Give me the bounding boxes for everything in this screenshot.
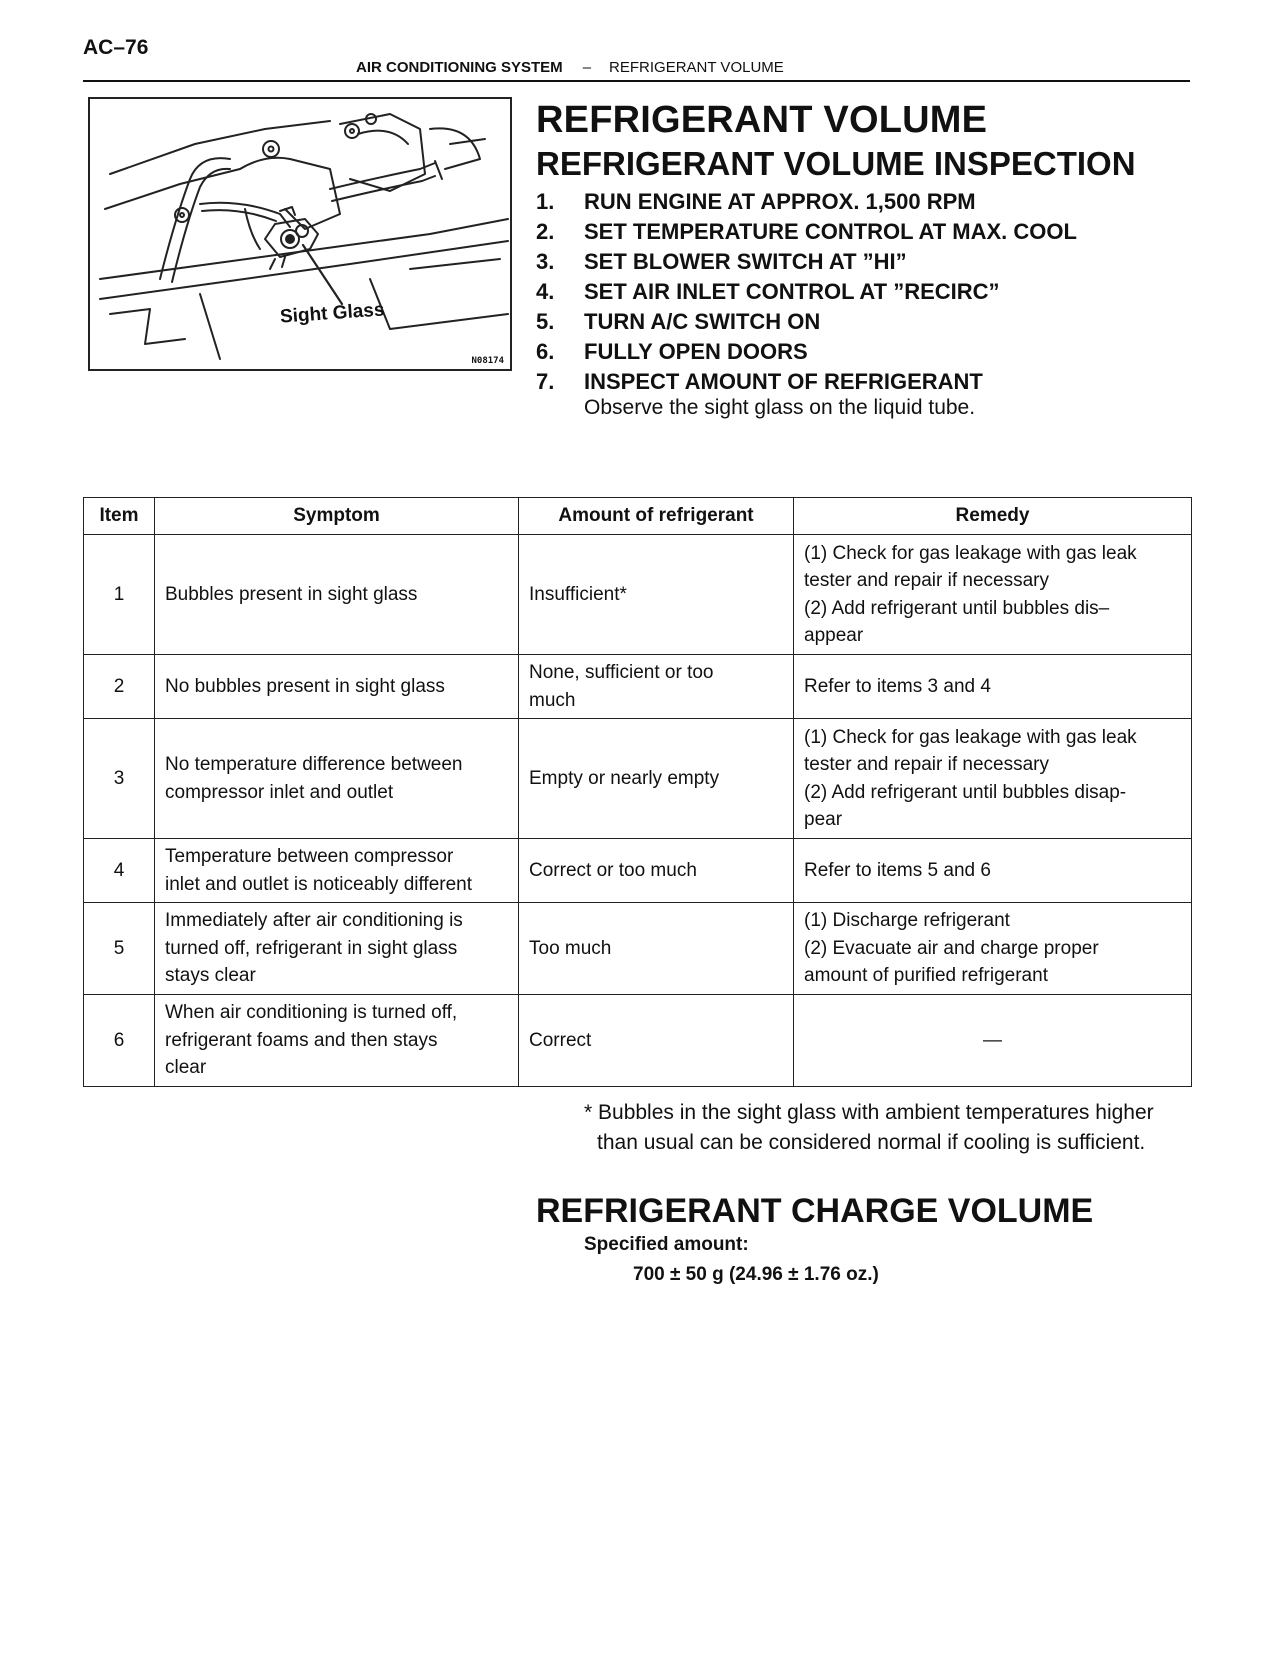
text-line: stays clear bbox=[165, 965, 256, 987]
running-header-topic: REFRIGERANT VOLUME bbox=[609, 59, 784, 76]
text-line: Refer to items 3 and 4 bbox=[804, 675, 991, 697]
text-line: refrigerant foams and then stays bbox=[165, 1029, 438, 1051]
cell-symptom bbox=[155, 839, 519, 903]
text-line: clear bbox=[165, 1057, 207, 1079]
text-line: much bbox=[529, 689, 576, 711]
cell-amount bbox=[519, 995, 794, 1087]
text-line: Empty or nearly empty bbox=[529, 767, 720, 789]
cell-symptom bbox=[155, 655, 519, 719]
cell-item: 3 bbox=[84, 719, 155, 839]
text-line: Refer to items 5 and 6 bbox=[804, 859, 991, 881]
page-title: REFRIGERANT VOLUME bbox=[536, 99, 988, 141]
footnote-line: * Bubbles in the sight glass with ambient temperatures higher bbox=[584, 1101, 1154, 1124]
text-line: When air conditioning is turned off, bbox=[165, 1002, 458, 1024]
step-item bbox=[536, 337, 1077, 367]
cell-remedy bbox=[794, 719, 1192, 839]
step-text: SET AIR INLET CONTROL AT ”RECIRC” bbox=[584, 279, 1000, 304]
cell-symptom bbox=[155, 995, 519, 1087]
header-amount: Amount of refrigerant bbox=[519, 498, 794, 535]
text-line: tester and repair if necessary bbox=[804, 570, 1050, 591]
header-symptom: Symptom bbox=[155, 498, 519, 535]
text-line: Insufficient* bbox=[529, 583, 627, 605]
cell-remedy bbox=[794, 995, 1192, 1087]
header-item: Item bbox=[84, 498, 155, 535]
step-text: INSPECT AMOUNT OF REFRIGERANT bbox=[584, 369, 983, 394]
header-remedy: Remedy bbox=[794, 498, 1192, 535]
cell-amount bbox=[519, 903, 794, 995]
text-line: tester and repair if necessary bbox=[804, 754, 1050, 775]
text-line: Correct bbox=[529, 1029, 592, 1051]
text-line: compressor inlet and outlet bbox=[165, 781, 394, 803]
step-item bbox=[536, 307, 1077, 337]
cell-remedy bbox=[794, 839, 1192, 903]
text-line: (1) Check for gas leakage with gas leak bbox=[804, 542, 1137, 564]
cell-symptom bbox=[155, 903, 519, 995]
cell-item: 4 bbox=[84, 839, 155, 903]
text-line: amount of purified refrigerant bbox=[804, 965, 1048, 987]
step-text: RUN ENGINE AT APPROX. 1,500 RPM bbox=[584, 189, 976, 214]
table-row bbox=[84, 903, 1192, 995]
cell-symptom bbox=[155, 719, 519, 839]
table-header-row bbox=[84, 498, 1192, 535]
text-line: inlet and outlet is noticeably different bbox=[165, 873, 473, 895]
text-line: (2) Add refrigerant until bubbles disap- bbox=[804, 781, 1127, 803]
running-header-separator: – bbox=[582, 59, 592, 76]
text-line: turned off, refrigerant in sight glass bbox=[165, 937, 458, 959]
cell-symptom bbox=[155, 535, 519, 655]
symptom-table-wrap bbox=[83, 497, 1192, 1087]
cell-amount bbox=[519, 655, 794, 719]
cell-item: 6 bbox=[84, 995, 155, 1087]
cell-amount bbox=[519, 719, 794, 839]
cell-remedy bbox=[794, 903, 1192, 995]
step-text: TURN A/C SWITCH ON bbox=[584, 309, 821, 334]
cell-item: 1 bbox=[84, 535, 155, 655]
step-number: 5. bbox=[536, 309, 555, 334]
step-item bbox=[536, 187, 1077, 217]
step-number: 3. bbox=[536, 249, 555, 274]
cell-amount bbox=[519, 839, 794, 903]
step-item bbox=[536, 277, 1077, 307]
running-header bbox=[356, 59, 784, 76]
figure-code: N08174 bbox=[471, 356, 504, 366]
text-line: (1) Check for gas leakage with gas leak bbox=[804, 726, 1137, 748]
text-line: Too much bbox=[529, 937, 612, 959]
text-line: — bbox=[983, 1029, 1002, 1051]
spec-label: Specified amount: bbox=[584, 1234, 749, 1255]
sight-glass-figure bbox=[88, 97, 512, 371]
step-number: 4. bbox=[536, 279, 555, 304]
text-line: appear bbox=[804, 625, 864, 646]
step-note: Observe the sight glass on the liquid tube. bbox=[584, 396, 976, 419]
step-number: 1. bbox=[536, 189, 555, 214]
engine-bay-illustration bbox=[90, 99, 510, 369]
text-line: Immediately after air conditioning is bbox=[165, 910, 463, 932]
spec-value: 700 ± 50 g (24.96 ± 1.76 oz.) bbox=[633, 1264, 879, 1285]
footnote-line: than usual can be considered normal if cooling is sufficient. bbox=[597, 1131, 1146, 1154]
text-line: No temperature difference between bbox=[165, 754, 463, 775]
header-rule bbox=[83, 80, 1190, 82]
step-text: SET TEMPERATURE CONTROL AT MAX. COOL bbox=[584, 219, 1077, 244]
text-line: None, sufficient or too bbox=[529, 662, 714, 683]
table-row bbox=[84, 719, 1192, 839]
text-line: (1) Discharge refrigerant bbox=[804, 910, 1010, 932]
step-number: 2. bbox=[536, 219, 555, 244]
symptom-table bbox=[83, 497, 1192, 1087]
cell-item: 5 bbox=[84, 903, 155, 995]
step-item bbox=[536, 217, 1077, 247]
table-row bbox=[84, 655, 1192, 719]
table-row bbox=[84, 535, 1192, 655]
figure-callout-label: Sight Glass bbox=[279, 299, 386, 328]
charge-volume-title: REFRIGERANT CHARGE VOLUME bbox=[536, 1192, 1094, 1230]
cell-amount bbox=[519, 535, 794, 655]
step-text: FULLY OPEN DOORS bbox=[584, 339, 808, 364]
text-line: pear bbox=[804, 809, 843, 830]
step-item bbox=[536, 247, 1077, 277]
text-line: No bubbles present in sight glass bbox=[165, 675, 445, 697]
section-subtitle: REFRIGERANT VOLUME INSPECTION bbox=[536, 145, 1136, 182]
inspection-steps bbox=[536, 187, 1077, 397]
text-line: Temperature between compressor bbox=[165, 846, 454, 867]
step-text: SET BLOWER SWITCH AT ”HI” bbox=[584, 249, 907, 274]
text-line: Bubbles present in sight glass bbox=[165, 583, 418, 605]
table-row bbox=[84, 995, 1192, 1087]
running-header-section: AIR CONDITIONING SYSTEM bbox=[356, 59, 563, 76]
table-row bbox=[84, 839, 1192, 903]
text-line: (2) Evacuate air and charge proper bbox=[804, 937, 1099, 959]
step-item bbox=[536, 367, 1077, 397]
text-line: (2) Add refrigerant until bubbles dis– bbox=[804, 597, 1110, 619]
table-footnote bbox=[584, 1098, 1154, 1158]
text-line: Correct or too much bbox=[529, 859, 697, 881]
step-number: 6. bbox=[536, 339, 555, 364]
cell-item: 2 bbox=[84, 655, 155, 719]
step-number: 7. bbox=[536, 369, 555, 394]
cell-remedy bbox=[794, 535, 1192, 655]
cell-remedy bbox=[794, 655, 1192, 719]
page-number: AC–76 bbox=[83, 36, 149, 59]
